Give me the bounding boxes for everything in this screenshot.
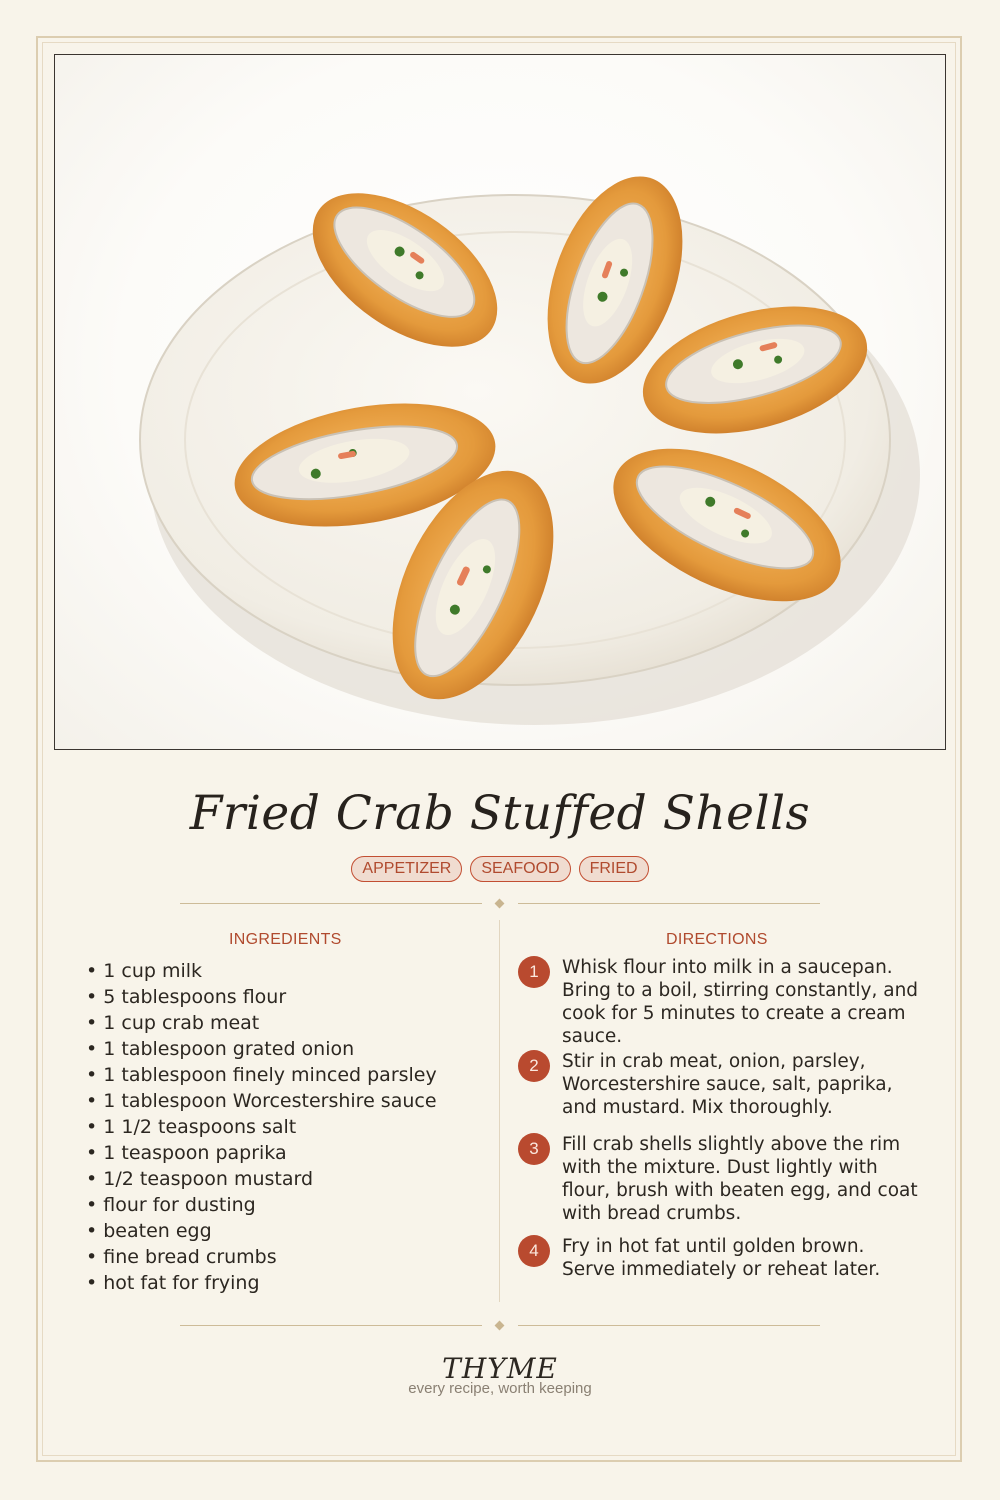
ingredient-item: • 1 tablespoon Worcestershire sauce: [86, 1088, 437, 1114]
recipe-title: Fried Crab Stuffed Shells: [189, 786, 811, 841]
tag-fried[interactable]: FRIED: [579, 856, 649, 882]
section-divider-bottom: [180, 1320, 820, 1332]
ingredient-item: • 1 tablespoon grated onion: [86, 1036, 437, 1062]
tag-seafood[interactable]: SEAFOOD: [470, 856, 570, 882]
step-number-badge: 4: [518, 1235, 550, 1267]
ingredient-item: • 1 teaspoon paprika: [86, 1140, 437, 1166]
ingredient-item: • fine bread crumbs: [86, 1244, 437, 1270]
ingredient-item: • flour for dusting: [86, 1192, 437, 1218]
step-text: Fry in hot fat until golden brown. Serve immediately or reheat later.: [562, 1236, 881, 1280]
recipe-photo: [54, 54, 946, 750]
brand-name: THYME: [442, 1352, 558, 1385]
step-number-badge: 3: [518, 1133, 550, 1165]
ingredient-item: • hot fat for frying: [86, 1270, 437, 1296]
tag-list: [0, 856, 1000, 882]
step-number-badge: 1: [518, 956, 550, 988]
diamond-ornament-icon: [495, 1321, 505, 1331]
step-text: Whisk flour into milk in a saucepan. Bring to a boil, stirring constantly, and cook for 5 minutes to create a cream sauce.: [562, 957, 919, 1047]
brand-tagline: every recipe, worth keeping: [408, 1380, 592, 1397]
step-text: Stir in crab meat, onion, parsley, Worcestershire sauce, salt, paprika, and mustard. Mix thoroughly.: [562, 1051, 893, 1118]
diamond-ornament-icon: [495, 899, 505, 909]
ingredient-item: • 1 1/2 teaspoons salt: [86, 1114, 437, 1140]
section-divider-top: [180, 898, 820, 910]
ingredient-item: • 1 tablespoon finely minced parsley: [86, 1062, 437, 1088]
column-divider: [499, 920, 500, 1302]
ingredient-item: • 1 cup crab meat: [86, 1010, 437, 1036]
step-text: Fill crab shells slightly above the rim with the mixture. Dust lightly with flour, brush with beaten egg, and coat with bread crumbs.: [562, 1134, 918, 1224]
ingredient-item: • 1/2 teaspoon mustard: [86, 1166, 437, 1192]
ingredient-item: • beaten egg: [86, 1218, 437, 1244]
tag-appetizer[interactable]: APPETIZER: [351, 856, 462, 882]
ingredient-item: • 5 tablespoons flour: [86, 984, 437, 1010]
ingredients-list: [86, 958, 437, 1296]
step-number-badge: 2: [518, 1050, 550, 1082]
directions-heading: DIRECTIONS: [666, 931, 768, 948]
ingredient-item: • 1 cup milk: [86, 958, 437, 984]
ingredients-heading: INGREDIENTS: [229, 931, 342, 948]
